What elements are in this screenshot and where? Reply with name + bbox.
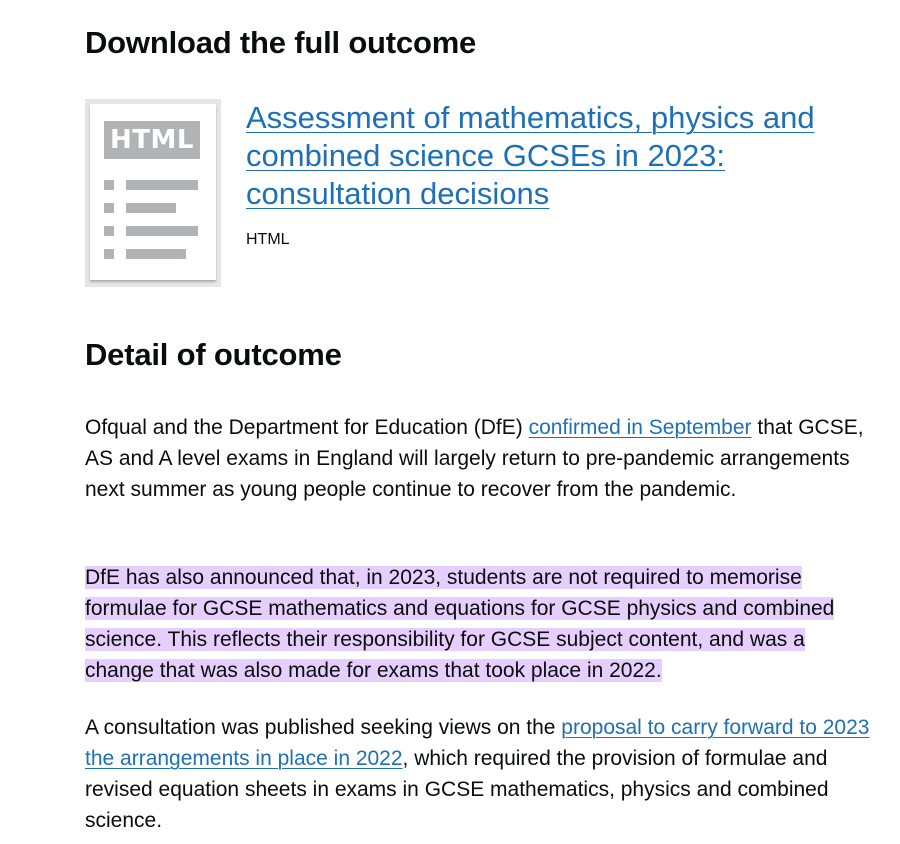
proposal-link[interactable]: proposal to carry forward to 2023 the arrangements in place in 2022 (85, 716, 870, 770)
highlighted-text: DfE has also announced that, in 2023, students are not required to memorise formulae for GCSE mathematics and equations for GCSE physics and combined science. This reflects their responsibility for GCSE subject content, and was a change that was also made for exams that took place in 2022. (85, 566, 835, 682)
paragraph-3 (85, 712, 875, 836)
paragraph-3-text-start: A consultation was published seeking views on the (85, 716, 562, 739)
confirmed-in-september-link[interactable]: confirmed in September (528, 416, 752, 439)
paragraph-1-text-end: that GCSE, AS and A level exams in England will largely return to pre-pandemic arrangements next summer as young people continue to recover from the pandemic. (85, 416, 864, 501)
attachment-format: HTML (246, 231, 290, 248)
attachment-title-link[interactable]: Assessment of mathematics, physics and combined science GCSEs in 2023: consultation decisions (246, 100, 815, 211)
detail-heading: Detail of outcome (85, 337, 342, 372)
document-icon (90, 104, 216, 280)
paragraph-2 (85, 562, 875, 686)
attachment (85, 99, 875, 289)
html-badge: HTML (104, 121, 200, 159)
paragraph-1 (85, 412, 875, 505)
attachment-thumbnail[interactable] (85, 99, 221, 287)
paragraph-1-text-start: Ofqual and the Department for Education (DfE) (85, 416, 529, 439)
attachment-details (246, 99, 866, 250)
paragraph-3-text-end: , which required the provision of formulae and revised equation sheets in exams in GCSE mathematics, physics and combined science. (85, 747, 829, 832)
download-heading: Download the full outcome (85, 25, 477, 60)
